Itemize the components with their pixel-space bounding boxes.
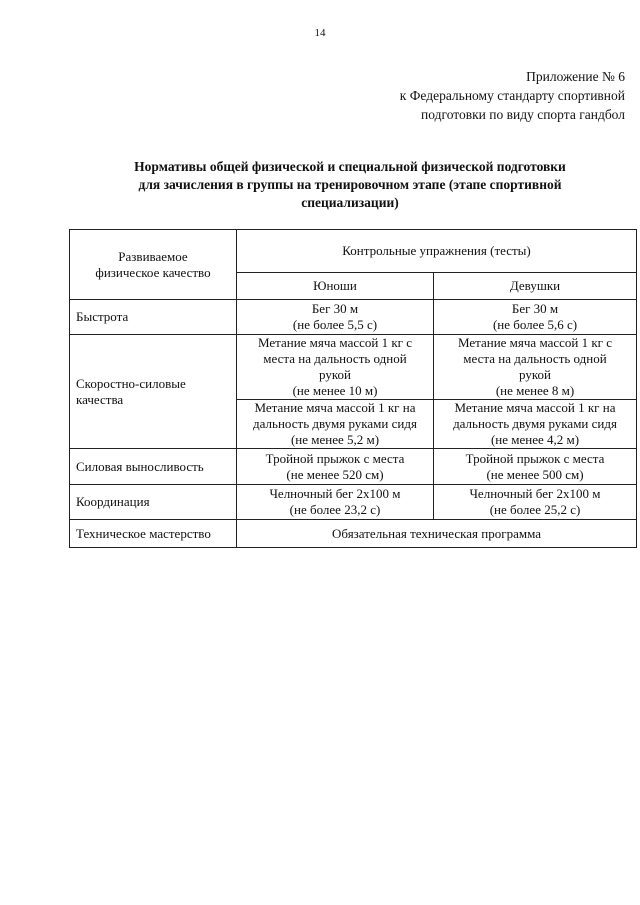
cell-line: Скоростно-силовые xyxy=(76,375,186,391)
speed-boys xyxy=(237,300,434,335)
shuttle-girls xyxy=(434,485,637,520)
cell-line: рукой xyxy=(319,367,351,382)
cell-line: (не менее 520 см) xyxy=(286,466,384,482)
table-row xyxy=(70,335,637,400)
header-quality-line-2: физическое качество xyxy=(95,264,211,280)
cell-line: (не менее 8 м) xyxy=(495,383,575,398)
throw-two-girls xyxy=(434,400,637,449)
document-title xyxy=(60,158,640,212)
throw-two-boys xyxy=(237,400,434,449)
header-girls: Девушки xyxy=(434,273,637,300)
cell-line: Тройной прыжок с места xyxy=(465,450,605,466)
cell-line: (не менее 10 м) xyxy=(292,383,378,398)
appendix-line-2: к Федеральному стандарту спортивной xyxy=(399,88,625,103)
title-line-1: Нормативы общей физической и специальной физической подготовки xyxy=(134,159,566,174)
table-row xyxy=(70,300,637,335)
shuttle-boys xyxy=(237,485,434,520)
table-row xyxy=(70,485,637,520)
cell-line: (не менее 4,2 м) xyxy=(490,432,580,447)
jump-boys xyxy=(237,449,434,485)
cell-line: (не менее 5,2 м) xyxy=(290,432,380,447)
table-row xyxy=(70,449,637,485)
cell-line: (не менее 500 см) xyxy=(486,466,584,482)
cell-line: (не более 5,5 с) xyxy=(292,317,378,332)
title-line-2: для зачисления в группы на тренировочном этапе (этапе спортивной xyxy=(138,177,562,192)
cell-line: (не более 23,2 с) xyxy=(289,502,381,517)
quality-speed: Быстрота xyxy=(70,300,237,335)
appendix-line-3: подготовки по виду спорта гандбол xyxy=(421,107,625,122)
cell-line: места на дальность одной xyxy=(463,351,607,366)
quality-speed-strength xyxy=(70,335,237,449)
throw-one-boys xyxy=(237,335,434,400)
appendix-header xyxy=(400,67,625,124)
jump-girls xyxy=(434,449,637,485)
appendix-line-1: Приложение № 6 xyxy=(526,69,625,84)
quality-coordination: Координация xyxy=(70,485,237,520)
cell-line: места на дальность одной xyxy=(263,351,407,366)
throw-one-girls xyxy=(434,335,637,400)
speed-girls xyxy=(434,300,637,335)
title-line-3: специализации) xyxy=(301,195,399,210)
header-boys: Юноши xyxy=(237,273,434,300)
page-number: 14 xyxy=(314,27,326,39)
cell-line: Бег 30 м xyxy=(511,301,559,316)
quality-technique: Техническое мастерство xyxy=(70,520,237,548)
cell-line: Челночный бег 2х100 м xyxy=(469,486,601,501)
cell-line: Челночный бег 2х100 м xyxy=(269,486,401,501)
cell-line: дальность двумя руками сидя xyxy=(453,416,617,431)
header-quality xyxy=(70,230,237,300)
table-row xyxy=(70,520,637,548)
quality-endurance: Силовая выносливость xyxy=(70,449,237,485)
technique-value: Обязательная техническая программа xyxy=(237,520,637,548)
cell-line: Бег 30 м xyxy=(311,301,359,316)
cell-line: качества xyxy=(76,391,124,407)
header-tests: Контрольные упражнения (тесты) xyxy=(237,230,637,273)
cell-line: Метание мяча массой 1 кг на xyxy=(254,400,416,415)
cell-line: Метание мяча массой 1 кг на xyxy=(454,400,616,415)
cell-line: Метание мяча массой 1 кг с xyxy=(457,335,613,350)
header-quality-line-1: Развиваемое xyxy=(118,248,188,264)
cell-line: рукой xyxy=(519,367,551,382)
cell-line: Тройной прыжок с места xyxy=(265,450,405,466)
cell-line: Метание мяча массой 1 кг с xyxy=(257,335,413,350)
norms-table xyxy=(69,229,637,548)
cell-line: (не более 25,2 с) xyxy=(489,502,581,517)
cell-line: (не более 5,6 с) xyxy=(492,317,578,332)
cell-line: дальность двумя руками сидя xyxy=(253,416,417,431)
